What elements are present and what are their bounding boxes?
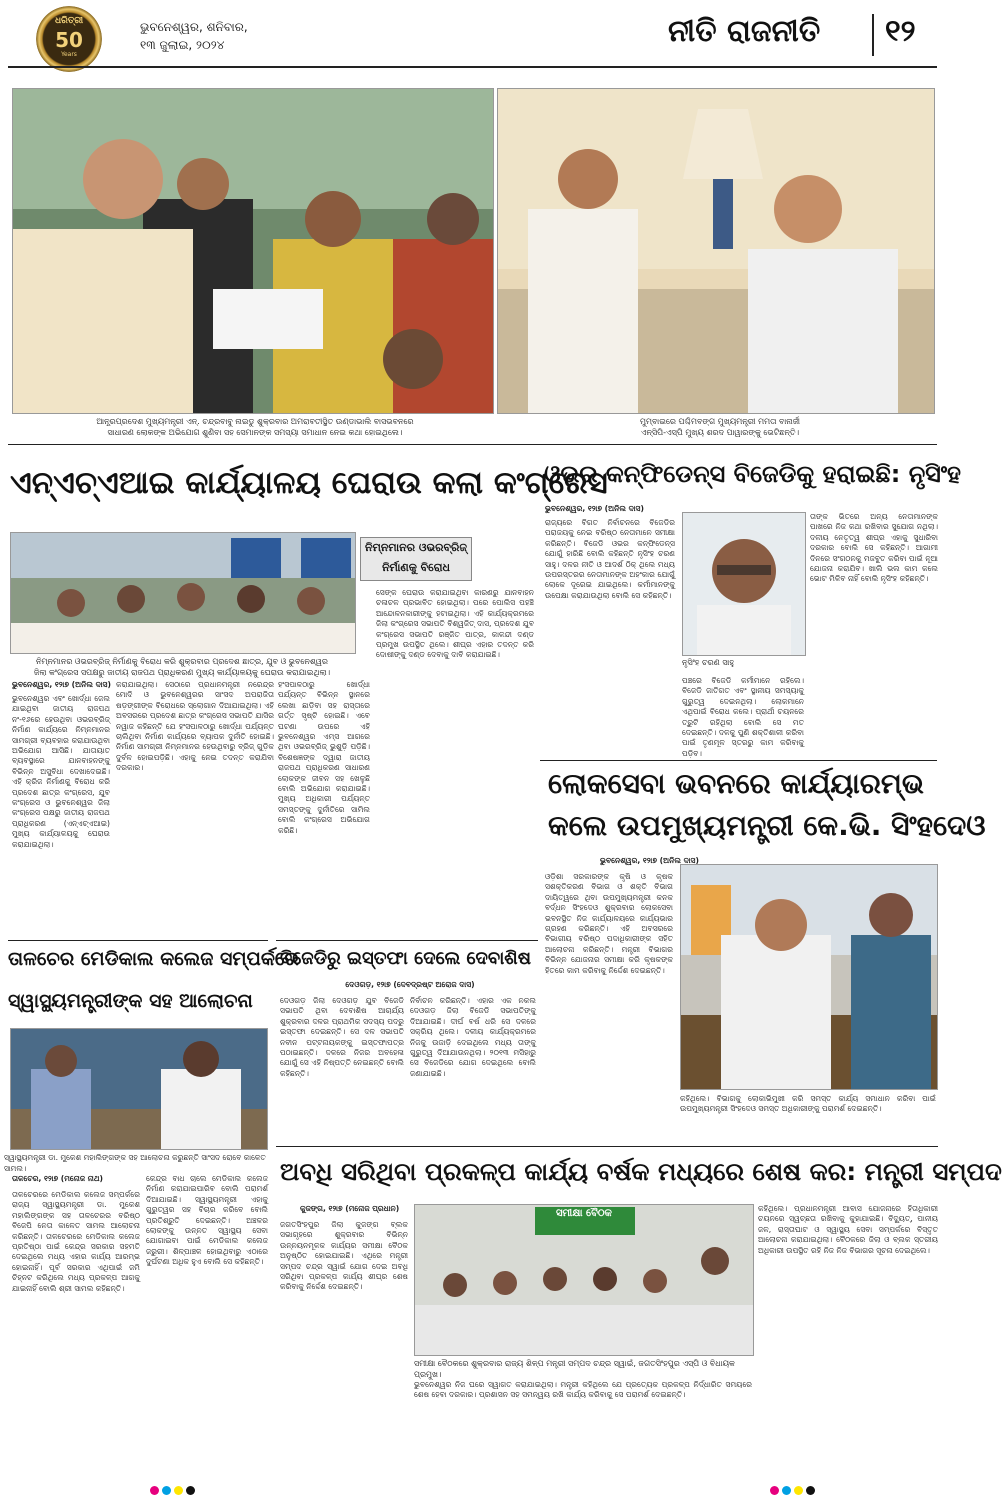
story4-headline-1: ତାଳଚେର ମେଡିକାଲ କଲେଜ ସମ୍ପର୍କରେ: [8, 948, 299, 970]
left-photo-caption-line-1: ଆନ୍ଧ୍ରପ୍ରଦେଶ ମୁଖ୍ୟମନ୍ତ୍ରୀ ଏନ୍. ଚନ୍ଦ୍ରବାବୁ ନାଇଡୁ ଶୁକ୍ରବାର ଅମରାବତୀସ୍ଥିତ ଉଣ୍ଡାଭାଲି ବାସଭବନରେ: [96, 417, 414, 426]
story2-headline: ଓଭର କନ୍‌ଫିଡେନ୍ସ ବିଜେଡିକୁ ହରାଇଛି: ନୃସିଂହ: [544, 460, 962, 488]
story5-column-2: ନିର୍ବାଚନ କରିଛନ୍ତି। ଏହାର ଏକ ନକଲ ଦେଓଗଡ଼ ଜିଲା ବିଜେଡି ସଭାପତିଙ୍କୁ ଦିଆଯାଇଛି। ଦୀର୍ଘ ବର୍ଷ ଧରି ସେ ଦଳରେ ସକ୍ରିୟ ଥିଲେ। ଦଳୀୟ କାର୍ଯ୍ୟକ୍ରମରେ ନିଜକୁ ଉଜାଡ଼ି ଦେଇଥିଲେ ମଧ୍ୟ ତାଙ୍କୁ ଗୁରୁତ୍ୱ ଦିଆଯାଉନଥିଲା। ୨୦୧୩ ମସିହାରୁ ସେ ବିଜେଡିରେ ଯୋଗ ଦେଇଥିଲେ ବୋଲି ଜଣାଯାଇଛି।: [410, 996, 536, 1078]
story1-column-4: ସେଙ୍କ ଘେରାଉ କରାଯାଇଥିବା କାରଣରୁ ଯାନବାହନ ଚଳାଚଳ ପ୍ରଭାବିତ ହୋଇଥିଲା। ପରେ ପୋଲିସ ପହଞ୍ଚି ଆନ୍ଦୋଳନକାରୀଙ୍କୁ ହଟାଇଥିଲା। ଏହି କାର୍ଯ୍ୟକ୍ରମରେ ଜିଲା କଂଗ୍ରେସ ସଭାପତି ବିଶ୍ୱଜିତ୍ ଦାସ, ପ୍ରଦେଶ ଯୁବ କଂଗ୍ରେସ ସଭାପତି ରଞ୍ଜିତ ପାତ୍ର, କାଳନ୍ଦୀ ଦଣ୍ଡ ପ୍ରମୁଖ ଉପସ୍ଥିତ ଥିଲେ। ଶୀଘ୍ର ଏହାର ତଦନ୍ତ କରି ଦୋଷୀଙ୍କୁ ଦଣ୍ଡ ଦେବାକୁ ଦାବି କରାଯାଇଛି।: [376, 588, 534, 660]
registration-mark-yellow: [174, 1486, 183, 1495]
story1-kicker: [360, 537, 472, 581]
logo-name: ଧରିତ୍ରୀ: [54, 16, 84, 26]
story3-photo-singhdeo: [680, 864, 938, 1090]
registration-mark-cyan: [782, 1486, 791, 1495]
story1-photo-protest: [10, 532, 356, 654]
logo-years-label: Years: [61, 51, 77, 58]
top-rule: [8, 444, 937, 445]
story2-photo-nrusingha: [682, 512, 806, 656]
story2-column-1: ରାଜ୍ୟରେ ବିଗତ ନିର୍ବାଚନରେ ବିଜେଡିର ପରାଜୟକୁ ନେଇ ବରିଷ୍ଠ ନେତାମାନେ ସମୀକ୍ଷା କରିଛନ୍ତି। ବିଜେଡି ଓଭର କନ୍‌ଫିଡେନ୍ସ ଯୋଗୁଁ ହାରିଛି ବୋଲି କହିଛନ୍ତି ନୃସିଂହ ଚରଣ ସାହୁ। ଦଳର ନୀତି ଓ ଆଦର୍ଶ ଠିକ୍ ଥିଲେ ମଧ୍ୟ ଉପରସ୍ତରର ନେତାମାନଙ୍କ ଅହଂକାର ଯୋଗୁଁ ଲୋକେ ଦୂରେଇ ଯାଇଥିଲେ। କର୍ମୀମାନଙ୍କୁ ଉପେକ୍ଷା କରାଯାଉଥିଲା ବୋଲି ସେ କହିଛନ୍ତି।: [545, 518, 675, 600]
story5-column-1: ଦେଓଗଡ଼ ଜିଲା ଦେଓଗଡ଼ ଯୁବ ବିଜେଡି ସଭାପତି ଥିବା ଦେବାଶିଷ ଆଚାର୍ଯ୍ୟ ଶୁକ୍ରବାର ଦଳର ପ୍ରାଥମିକ ସଦସ୍ୟ ପଦରୁ ଇସ୍ତଫା ଦେଇଛନ୍ତି। ସେ ଦଳ ସଭାପତି ନବୀନ ପଟ୍ଟନାୟକଙ୍କୁ ଇସ୍ତଫାପତ୍ର ପଠାଇଛନ୍ତି। ଦଳରେ ନିଜର ଅବହେଳା ଯୋଗୁଁ ସେ ଏହି ନିଷ୍ପତ୍ତି ନେଇଛନ୍ତି ବୋଲି କହିଛନ୍ତି।: [280, 996, 404, 1078]
story1-kicker-line-1: ନିମ୍ନମାନର ଓଭରବ୍ରିଜ୍: [365, 541, 467, 554]
story2-byline: ଭୁବନେଶ୍ୱର, ୧୨ା୭ (ଅନିଲ ଦାସ): [545, 504, 644, 513]
story3-byline: ଭୁବନେଶ୍ୱର, ୧୨ା୭ (ଅନିଲ ଦାସ): [600, 856, 699, 865]
story6-column-1: ଜଗତସିଂହପୁର ଜିଲା କୁଜଙ୍ଗ ବ୍ଲକ ସଭାଗୃହରେ ଶୁକ୍ରବାର ବିଭିନ୍ନ ଉନ୍ନୟନମୂଳକ କାର୍ଯ୍ୟର ସମୀକ୍ଷା ବୈଠକ ଅନୁଷ୍ଠିତ ହୋଇଯାଇଛି। ଏଥିରେ ମନ୍ତ୍ରୀ ସମ୍ପଦ ଚନ୍ଦ୍ର ସ୍ୱାଇଁ ଯୋଗ ଦେଇ ଅବଧି ସରିଥିବା ପ୍ରକଳ୍ପ କାର୍ଯ୍ୟ ଶୀଘ୍ର ଶେଷ କରିବାକୁ ନିର୍ଦ୍ଦେଶ ଦେଇଛନ୍ତି।: [280, 1220, 408, 1292]
registration-mark-black: [806, 1486, 815, 1495]
story5-bottom-rule: [276, 1146, 938, 1147]
story4-photo-health-minister: [10, 1028, 268, 1150]
story1-photo-caption: [10, 656, 354, 678]
story3-headline-1: ଲୋକସେବା ଭବନରେ କାର୍ଯ୍ୟାରମ୍ଭ: [548, 767, 924, 800]
right-photo-caption-line-1: ମୁମ୍ବାଇରେ ପଶ୍ଚିମବଙ୍ଗ ମୁଖ୍ୟମନ୍ତ୍ରୀ ମମତା ବାନାର୍ଜୀ: [640, 417, 800, 426]
story3-headline-2: କଲେ ଉପମୁଖ୍ୟମନ୍ତ୍ରୀ କେ.ଭି. ସିଂହଦେଓ: [548, 809, 986, 842]
left-photo-caption: [60, 416, 450, 438]
masthead-rule: [8, 66, 937, 68]
print-registration-marks: [0, 1484, 945, 1498]
story2-column-2: ପଞ୍ଚରେ ବିଜେଡି କର୍ମୀମାନେ ରହିଲେ। ବିଜେଡି ଜାତିଗତ ଏବଂ ସ୍ଥାନୀୟ ସମସ୍ୟାକୁ ଗୁରୁତ୍ୱ ଦେଇନଥିଲା। ଲୋକମାନେ ଏଥିପାଇଁ ବିରୋଧ କଲେ। ପ୍ରାର୍ଥୀ ଚୟନରେ ତ୍ରୁଟି ରହିଥିଲା ବୋଲି ସେ ମତ ଦେଇଛନ୍ତି। ଦଳକୁ ପୁଣି ଶକ୍ତିଶାଳୀ କରିବା ପାଇଁ ତୃଣମୂଳ ସ୍ତରରୁ କାମ କରିବାକୁ ପଡ଼ିବ।: [682, 676, 804, 758]
story1-headline: ଏନ୍‌ଏଚ୍‌ଏଆଇ କାର୍ଯ୍ୟାଳୟ ଘେରାଉ କଲା କଂଗ୍ରେସ: [10, 465, 608, 501]
story4-photo-caption: ସ୍ୱାସ୍ଥ୍ୟମନ୍ତ୍ରୀ ଡା. ମୁକେଶ ମହାଲିଙ୍ଗଙ୍କ ସହ ଆଲୋଚନା କରୁଛନ୍ତି ସାଂସଦ ରୋବେ କାଳେତ ସାମଲ।: [4, 1153, 266, 1173]
page-number: ୧୨: [885, 14, 916, 49]
story6-photo-review-meeting: [414, 1204, 754, 1356]
story6-column-3: କହିଥିଲେ। ପ୍ରଧାନମନ୍ତ୍ରୀ ଆବାସ ଯୋଜନାରେ ହିତାଧିକାରୀ ଚୟନରେ ସ୍ୱଚ୍ଛତା ରଖିବାକୁ କୁହାଯାଇଛି। ବିଦ୍ୟୁତ୍, ପାନୀୟ ଜଳ, ରାସ୍ତାଘାଟ ଓ ସ୍ୱାସ୍ଥ୍ୟ ସେବା ସମ୍ପର୍କରେ ବିସ୍ତୃତ ଆଲୋଚନା କରାଯାଇଥିଲା। ବୈଠକରେ ଜିଲା ଓ ବ୍ଲକ ସ୍ତରୀୟ ଅଧିକାରୀ ଉପସ୍ଥିତ ରହି ନିଜ ନିଜ ବିଭାଗର ସୂଚନା ଦେଇଥିଲେ।: [758, 1204, 938, 1255]
story4-top-rule: [8, 940, 268, 941]
story1-column-2: କରାଯାଇଥିଲା। ସେଠାରେ ପ୍ରଧାନମନ୍ତ୍ରୀ ନରେନ୍ଦ୍ର ମୋଦି ଓ ଭୁବନେଶ୍ୱରର ସାଂସଦ ଅପରାଜିତା ଷଡ଼ଙ୍ଗୀଙ୍କ ବିରୋଧରେ ସ୍ଲୋଗାନ ଦିଆଯାଇଥିଲା। ଏହି ଅବସରରେ ପ୍ରଦେଶ ଛାତ୍ର କଂଗ୍ରେସ ସଭାପତି ଯାସିର ନୱାଜ କହିଛନ୍ତି ଯେ ହଂସପାଳଠାରୁ ଖୋର୍ଦ୍ଧା ପର୍ଯ୍ୟନ୍ତ ଚାଲିଥିବା ନିର୍ମାଣ କାର୍ଯ୍ୟରେ ବ୍ୟାପକ ଦୁର୍ନୀତି ହୋଇଛି। ନିର୍ମାଣ ସାମଗ୍ରୀ ନିମ୍ନମାନର ହେଉଥିବାରୁ ବ୍ରିଜ୍ ଗୁଡ଼ିକ ଦୁର୍ବଳ ହୋଇପଡ଼ିଛି। ଏହାକୁ ନେଇ ତଦନ୍ତ କରାଯିବା ଦରକାର।: [116, 680, 274, 773]
registration-mark-black: [186, 1486, 195, 1495]
story1-column-1: ଭୁବନେଶ୍ୱର ଏବଂ ଖୋର୍ଦ୍ଧା ଜେଲ ଯାଇଥିବା ଜାତୀୟ ରାଜପଥ ନଂ-୧୬ରେ ହେଉଥିବା ଓଭରବ୍ରିଜ୍ ନିର୍ମାଣ କାର୍ଯ୍ୟରେ ନିମ୍ନମାନର ସାମଗ୍ରୀ ବ୍ୟବହାର କରାଯାଉଥିବା ଅଭିଯୋଗ ଆସିଛି। ଯାତାୟାତ ବ୍ୟବସ୍ଥାରେ ଯାନବାହନଙ୍କୁ ବିଭିନ୍ନ ଅସୁବିଧା ଦେଖାଦେଇଛି। ଏହି କ୍ରିଜ ନିର୍ମାଣକୁ ବିରୋଧ କରି ପ୍ରଦେଶ ଛାତ୍ର କଂଗ୍ରେସ, ଯୁବ କଂଗ୍ରେସ ଓ ଭୁବନେଶ୍ୱର ଜିଲା କଂଗ୍ରେସ ପକ୍ଷରୁ ଜାତୀୟ ରାଜପଥ ପ୍ରାଧିକରଣ (ଏନ୍‌ଏଚ୍‌ଏଆଇ) ମୁଖ୍ୟ କାର୍ଯ୍ୟାଳୟକୁ ଘେରାଉ କରାଯାଇଥିଲା।: [12, 694, 110, 849]
story4-headline-2: ସ୍ୱାସ୍ଥ୍ୟମନ୍ତ୍ରୀଙ୍କ ସହ ଆଲୋଚନା: [8, 990, 253, 1012]
registration-mark-magenta: [770, 1486, 779, 1495]
masthead: [0, 0, 945, 80]
registration-mark-magenta: [150, 1486, 159, 1495]
story4-byline: ତାଳଚେର, ୧୨ା୭ (ମନୋଜ ନାଥ): [12, 1174, 103, 1183]
right-photo-caption-line-2: ଏନ୍‌ସିପି-ଏସ୍‌ପି ମୁଖ୍ୟ ଶରଦ ପାୱାରଙ୍କୁ ଭେଟିଛନ୍ତି।: [640, 428, 800, 437]
dateline-2: ୧୩ ଜୁଲାଇ, ୨୦୨୪: [140, 38, 225, 52]
story2-photo-caption: ନୃସିଂହ ଚରଣ ସାହୁ: [682, 658, 735, 667]
photo-mamata-pawar: [497, 88, 935, 414]
section-title: ନୀତି ରାଜନୀତି: [668, 14, 821, 49]
logo-years-number: 50: [55, 28, 83, 52]
photo-naidu-grievance: [12, 88, 494, 414]
story5-byline: ଦେଓଗଡ଼, ୧୨ା୭ (ଦେବଦ୍ରଷ୍ଟ ଅରୋଜ ଦାସ): [345, 980, 475, 989]
story2-bottom-rule: [540, 760, 937, 761]
story2-column-3: ତାଙ୍କ ଭିତରେ ଅନ୍ୟ ନେତାମାନଙ୍କ ପାଖରେ ନିଜ କଥା ରଖିବାର ସୁଯୋଗ ନଥିଲା। ଦଳୀୟ ନେତୃତ୍ୱ ଶୀଘ୍ର ଏହାକୁ ସୁଧାରିବା ଦରକାର ବୋଲି ସେ କହିଛନ୍ତି। ଆଗାମୀ ଦିନରେ ସଂଗଠନକୁ ମଜବୁତ କରିବା ପାଇଁ ନୂଆ ଯୋଜନା କରାଯିବ। ଖାଲି ଭଲ କାମ କଲେ ଭୋଟ ମିଳିବ ନାହିଁ ବୋଲି ନୃସିଂହ କହିଛନ୍ତି।: [810, 512, 938, 584]
story1-byline: ଭୁବନେଶ୍ୱର, ୧୨ା୭ (ଅନିଲ ଦାସ): [12, 680, 111, 689]
story1-kicker-line-2: ନିର୍ମାଣକୁ ବିରୋଧ: [382, 561, 450, 574]
dateline-1: ଭୁବନେଶ୍ୱର, ଶନିବାର,: [140, 20, 248, 34]
logo: [36, 6, 102, 72]
story1-photo-caption-line-2: ଜିଲା କଂଗ୍ରେସ ସପକ୍ଷରୁ ଜାତୀୟ ରାଜପଥ ପ୍ରାଧିକରଣ ମୁଖ୍ୟ କାର୍ଯ୍ୟାଳୟକୁ ଘେରାଉ କରାଯାଇଥିଲା।: [33, 668, 331, 677]
registration-mark-yellow: [794, 1486, 803, 1495]
masthead-divider: [872, 14, 874, 56]
story6-photo-caption: ସମୀକ୍ଷା ବୈଠକରେ ଶୁକ୍ରବାର ରାଜ୍ୟ ଶିଳ୍ପ ମନ୍ତ୍ରୀ ସମ୍ପଦ ଚନ୍ଦ୍ର ସ୍ୱାଇଁ, ଜଗତସିଂହପୁର ଏସ୍‌ପି ଓ ବିଧାୟକ ପ୍ରମୁଖ।: [414, 1359, 735, 1379]
story6-headline: ଅବଧି ସରିଥିବା ପ୍ରକଳ୍ପ କାର୍ଯ୍ୟ ବର୍ଷକ ମଧ୍ୟରେ ଶେଷ କର: ମନ୍ତ୍ରୀ ସମ୍ପଦ: [280, 1157, 1002, 1186]
story3-bottom-text: କହିଥିଲେ। ବିଭାଗକୁ ଲୋକାଭିମୁଖୀ କରି ସମସ୍ତ କାର୍ଯ୍ୟ ସମାଧାନ କରିବା ପାଇଁ ଉପମୁଖ୍ୟମନ୍ତ୍ରୀ ସିଂହଦେଓ ସମସ୍ତ ଅଧିକାରୀଙ୍କୁ ପରାମର୍ଶ ଦେଇଛନ୍ତି।: [680, 1094, 936, 1114]
story1-column-3: ହଂସପାଳଠାରୁ ଖୋର୍ଦ୍ଧା ପର୍ଯ୍ୟନ୍ତ ବିଭିନ୍ନ ସ୍ଥାନରେ ଲେଖା ଛାଡ଼ିବା ସହ ରାସ୍ତାରେ ଗର୍ତ୍ତ ସୃଷ୍ଟି ହୋଇଛି। ଏବେ ଘଟଣା ଉପରେ ଏହି ଭୁବନେଶ୍ୱର ଏମ୍ସ ଆଗରେ ଥିବା ଓଭରବ୍ରିଜ୍ ଭୁଶୁଡ଼ି ପଡ଼ିଛି। ବିଶେଷଜ୍ଞଙ୍କ ଦ୍ୱାରା ଜାତୀୟ ରାଜପଥ ପ୍ରାଧିକରଣ ସାଧାରଣ ଲୋକଙ୍କ ଜୀବନ ସହ ଖେଳୁଛି ବୋଲି ଅଭିଯୋଗ କରାଯାଇଛି। ମୁଖ୍ୟ ଅଧିକାରୀ ପର୍ଯ୍ୟନ୍ତ ସମସ୍ତଙ୍କୁ ଦୁର୍ନୀତିରେ ସାମିଲ ବୋଲି କଂଗ୍ରେସ ଅଭିଯୋଗ କରିଛି।: [278, 680, 370, 835]
registration-mark-cyan: [162, 1486, 171, 1495]
story5-headline: ବିଜେଡିରୁ ଇସ୍ତଫା ଦେଲେ ଦେବାଶିଷ: [280, 948, 531, 969]
story4-column-2: କେନ୍ଦ୍ର ବାଧ ଚାଲେ ମେଡିକାଲ କଲେଜ ନିର୍ମାଣ କରାଯାଇପାରିବ ବୋଲି ପରାମର୍ଶ ଦିଆଯାଇଛି। ସ୍ୱାସ୍ଥ୍ୟମନ୍ତ୍ରୀ ଏହାକୁ ଗୁରୁତ୍ୱର ସହ ବିଚାର କରିବେ ବୋଲି ପ୍ରତିଶ୍ରୁତି ଦେଇଛନ୍ତି। ଅଞ୍ଚଳର ଲୋକଙ୍କୁ ଉନ୍ନତ ସ୍ୱାସ୍ଥ୍ୟ ସେବା ଯୋଗାଇବା ପାଇଁ ମେଡିକାଲ କଲେଜ ଜରୁରୀ। ଶିଳ୍ପାଞ୍ଚଳ ହୋଇଥିବାରୁ ଏଠାରେ ଦୁର୍ଘଟଣା ଅଧିକ ହୁଏ ବୋଲି ସେ କହିଛନ୍ତି।: [146, 1174, 268, 1267]
story4-column-1: ତାଳଚେରରେ ମେଡିକାଲ କଲେଜ ସମ୍ପର୍କରେ ରାଜ୍ୟ ସ୍ୱାସ୍ଥ୍ୟମନ୍ତ୍ରୀ ଡା. ମୁକେଶ ମହାଲିଙ୍ଗଙ୍କ ସହ ତାଳଚେରର ବରିଷ୍ଠ ବିଜେପି ନେତା କାଳେତ ସାମଲ ଆଲୋଚନା କରିଛନ୍ତି। ତାଳଚେରରେ ମେଡିକାଲ କଲେଜ ପ୍ରତିଷ୍ଠା ପାଇଁ କେନ୍ଦ୍ର ସରକାର ସହମତି ଦେଇଥିଲେ ମଧ୍ୟ ଏହାର କାର୍ଯ୍ୟ ଆରମ୍ଭ ହୋଇନାହିଁ। ପୂର୍ବ ସରକାର ଏଥିପାଇଁ ଜମି ଚିହ୍ନଟ କରିଥିଲେ ମଧ୍ୟ ପ୍ରକଳ୍ପ ଆଗକୁ ଯାଇନାହିଁ ବୋଲି ଶ୍ରୀ ସାମଲ କହିଛନ୍ତି।: [12, 1190, 140, 1293]
story6-byline: କୁଜଙ୍ଗ, ୧୨ା୭ (ମନୋଜ ପ୍ରଧାନ): [300, 1204, 400, 1213]
story6-column-2: ଭୁବନେଶ୍ୱର ନିଜ ଘରେ ସ୍ୱାଗତ କରାଯାଇଥିଲା। ମନ୍ତ୍ରୀ କହିଥିଲେ ଯେ ପ୍ରତ୍ୟେକ ପ୍ରକଳ୍ପ ନିର୍ଦ୍ଧାରିତ ସମୟରେ ଶେଷ ହେବା ଦରକାର। ପ୍ରଶାସନ ସହ ସମନ୍ୱୟ ରଖି କାର୍ଯ୍ୟ କରିବାକୁ ସେ ପରାମର୍ଶ ଦେଇଛନ୍ତି।: [414, 1380, 752, 1400]
right-photo-caption: [590, 416, 850, 438]
story5-top-rule: [276, 940, 538, 941]
story1-photo-caption-line-1: ନିମ୍ନମାନର ଓଭରବ୍ରିଜ୍ ନିର୍ମାଣକୁ ବିରୋଧ କରି ଶୁକ୍ରବାର ପ୍ରଦେଶ ଛାତ୍ର, ଯୁବ ଓ ଭୁବନେଶ୍ୱର: [36, 657, 328, 666]
story3-column-1: ଓଡ଼ିଶା ସରକାରଙ୍କ କୃଷି ଓ କୃଷକ ସଶକ୍ତିକରଣ ବିଭାଗ ଓ ଶକ୍ତି ବିଭାଗ ଦାୟିତ୍ୱରେ ଥିବା ଉପମୁଖ୍ୟମନ୍ତ୍ରୀ କନକ ବର୍ଦ୍ଧନ ସିଂହଦେଓ ଶୁକ୍ରବାର ଲୋକସେବା ଭବନସ୍ଥିତ ନିଜ କାର୍ଯ୍ୟାଳୟରେ କାର୍ଯ୍ୟଭାର ଗ୍ରହଣ କରିଛନ୍ତି। ଏହି ଅବସରରେ ବିଭାଗୀୟ ବରିଷ୍ଠ ପଦାଧିକାରୀଙ୍କ ସହିତ ଆଲୋଚନା କରିଛନ୍ତି। ମନ୍ତ୍ରୀ ବିଭାଗର ବିଭିନ୍ନ ଯୋଜନାର ସମୀକ୍ଷା କରି କୃଷକଙ୍କ ହିତରେ କାମ କରିବାକୁ ନିର୍ଦ୍ଦେଶ ଦେଇଛନ୍ତି।: [545, 872, 673, 975]
story6-meeting-banner: ସମୀକ୍ଷା ବୈଠକ: [556, 1208, 612, 1219]
left-photo-caption-line-2: ସାଧାରଣ ଲୋକଙ୍କ ଅଭିଯୋଗ ଶୁଣିବା ସହ ସେମାନଙ୍କ ସମସ୍ୟା ସମାଧାନ ନେଇ କଥା ହୋଇଥିଲେ।: [107, 428, 403, 437]
